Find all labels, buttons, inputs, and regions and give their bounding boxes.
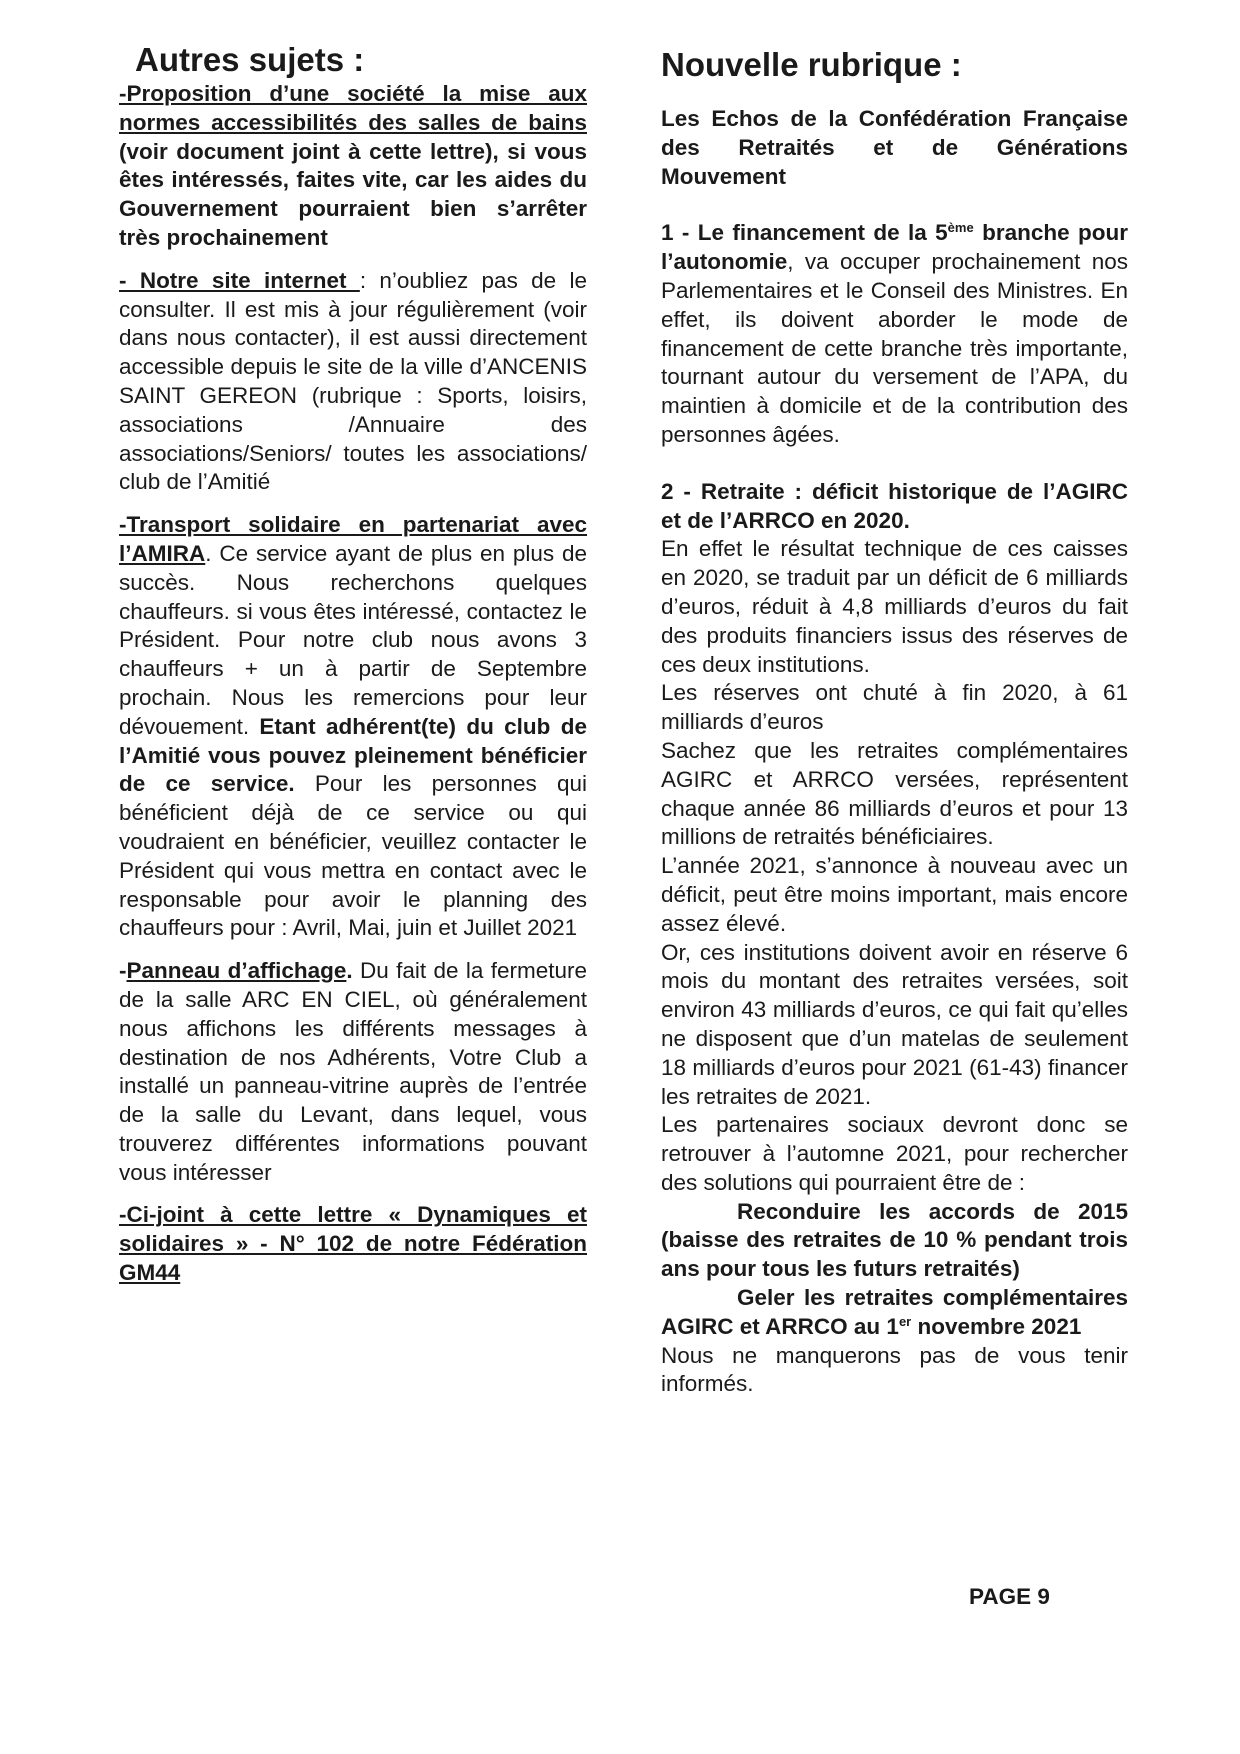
echoes-intro: Les Echos de la Confédération Française des Retraités et de Générations Mouvement xyxy=(661,106,1128,189)
noticeboard-title: Panneau d’affichage xyxy=(126,958,347,984)
pension-para-1: En effet le résultat technique de ces caisses en 2020, se traduit par un déficit de 6 milliards d’euros, réduit à 4,8 milliards d’euros du fait des produits financiers issus des réserves de ces deux institutions. xyxy=(661,536,1128,677)
section-noticeboard xyxy=(119,957,587,1187)
pension-para-2: Les réserves ont chuté à fin 2020, à 61 milliards d’euros xyxy=(661,680,1128,735)
option-freeze-pensions xyxy=(661,1284,1128,1342)
pension-para-6: Les partenaires sociaux devront donc se retrouver à l’automne 2021, pour rechercher des solutions qui pourraient être de : xyxy=(661,1112,1128,1195)
right-column xyxy=(661,40,1128,1399)
section-website xyxy=(119,267,587,497)
pension-para-4: L’année 2021, s’annonce à nouveau avec un déficit, peut être moins important, mais encore assez élevé. xyxy=(661,853,1128,936)
transport-bold: Etant adhérent(te) du club de l’Amitié vous pouvez pleinement bénéficier de ce service. xyxy=(119,713,587,797)
transport-title: -Transport solidaire en partenariat avec l’AMIRA xyxy=(119,512,587,566)
left-column xyxy=(119,40,587,1288)
autonomy-title-b: branche pour l’autonomie xyxy=(661,220,1128,275)
noticeboard-prefix: - xyxy=(119,958,127,984)
option-renew-agreements xyxy=(661,1198,1128,1284)
left-heading: Autres sujets : xyxy=(135,41,365,78)
autonomy-title-a: 1 - Le financement de la 5 xyxy=(661,220,948,246)
option-renew-text: Reconduire les accords de 2015 (baisse des retraites de 10 % pendant trois ans pour tous les futurs retraités) xyxy=(661,1198,1128,1282)
bathroom-title: -Proposition d’une société la mise aux normes accessibilités des salles de bains xyxy=(119,81,587,135)
attachment-title: -Ci-joint à cette lettre « Dynamiques et solidaires » - N° 102 de notre Fédération GM44 xyxy=(119,1202,587,1286)
section-autonomy-funding xyxy=(661,219,1128,449)
bathroom-text: (voir document joint à cette lettre), si vous êtes intéressés, faites vite, car les aides du Gouvernement pourraient bien s’arrêter très prochainement xyxy=(119,138,587,250)
section-attachment xyxy=(119,1201,587,1287)
website-text: : n’oubliez pas de le consulter. Il est mis à jour régulièrement (voir dans nous contacter), il est aussi directement accessible depuis le site de la ville d’ANCENIS SAINT GEREON (rubrique : Sports, loisirs, associations /Annuaire des associations/Seniors/ toutes les associations/ club de l’Amitié xyxy=(119,267,588,495)
page-number: PAGE 9 xyxy=(969,1584,1050,1609)
option-freeze-text-b: novembre 2021 xyxy=(911,1313,1082,1339)
section-transport xyxy=(119,511,587,943)
noticeboard-text: Du fait de la fermeture de la salle ARC EN CIEL, où généralement nous affichons les différents messages à destination de nos Adhérents, Votre Club a installé un panneau-vitrine auprès de l’entrée de la salle du Levant, dans lequel, vous trouverez différentes informations pouvant vous intéresser xyxy=(119,958,587,1185)
autonomy-text: , va occuper prochainement nos Parlementaires et le Conseil des Ministres. En effet, ils doivent aborder le mode de financement de cette branche très importante, tournant autour du versement de l’APA, du maintien à domicile et de la contribution des personnes âgées. xyxy=(661,249,1128,447)
right-heading: Nouvelle rubrique : xyxy=(661,46,962,83)
section-bathroom-proposal xyxy=(119,80,587,253)
pension-para-3: Sachez que les retraites complémentaires AGIRC et ARRCO versées, représentent chaque année 86 milliards d’euros et pour 13 millions de retraités bénéficiaires. xyxy=(661,737,1128,850)
noticeboard-dot: . xyxy=(346,958,353,984)
option-freeze-sup: er xyxy=(898,1313,912,1329)
option-freeze-text-a: Geler les retraites complémentaires AGIRC et ARRCO au 1 xyxy=(661,1285,1128,1339)
transport-text-1: . Ce service ayant de plus en plus de succès. Nous recherchons quelques chauffeurs. si vous êtes intéressé, contactez le Président. Pour notre club nous avons 3 chauffeurs + un à partir de Septembre prochain. Nous les remercions pour leur dévouement. xyxy=(119,540,587,739)
website-title: - Notre site internet xyxy=(119,267,360,293)
pension-para-5: Or, ces institutions doivent avoir en réserve 6 mois du montant des retraites versées, soit environ 43 milliards d’euros, ce qui fait qu’elles ne disposent que d’un matelas de seulement 18 milliards d’euros pour 2021 (61-43) financer les retraites de 2021. xyxy=(661,939,1128,1109)
transport-text-2: Pour les personnes qui bénéficient déjà de ce service ou qui voudraient en bénéficier, veuillez contacter le Président qui vous mettra en contact avec le responsable pour avoir le planning des chauffeurs pour : Avril, Mai, juin et Juillet 2021 xyxy=(119,771,587,941)
pension-deficit-title: 2 - Retraite : déficit historique de l’AGIRC et de l’ARRCO en 2020. xyxy=(661,478,1128,533)
autonomy-sup: ème xyxy=(947,220,974,236)
closing-line: Nous ne manquerons pas de vous tenir informés. xyxy=(661,1342,1128,1397)
